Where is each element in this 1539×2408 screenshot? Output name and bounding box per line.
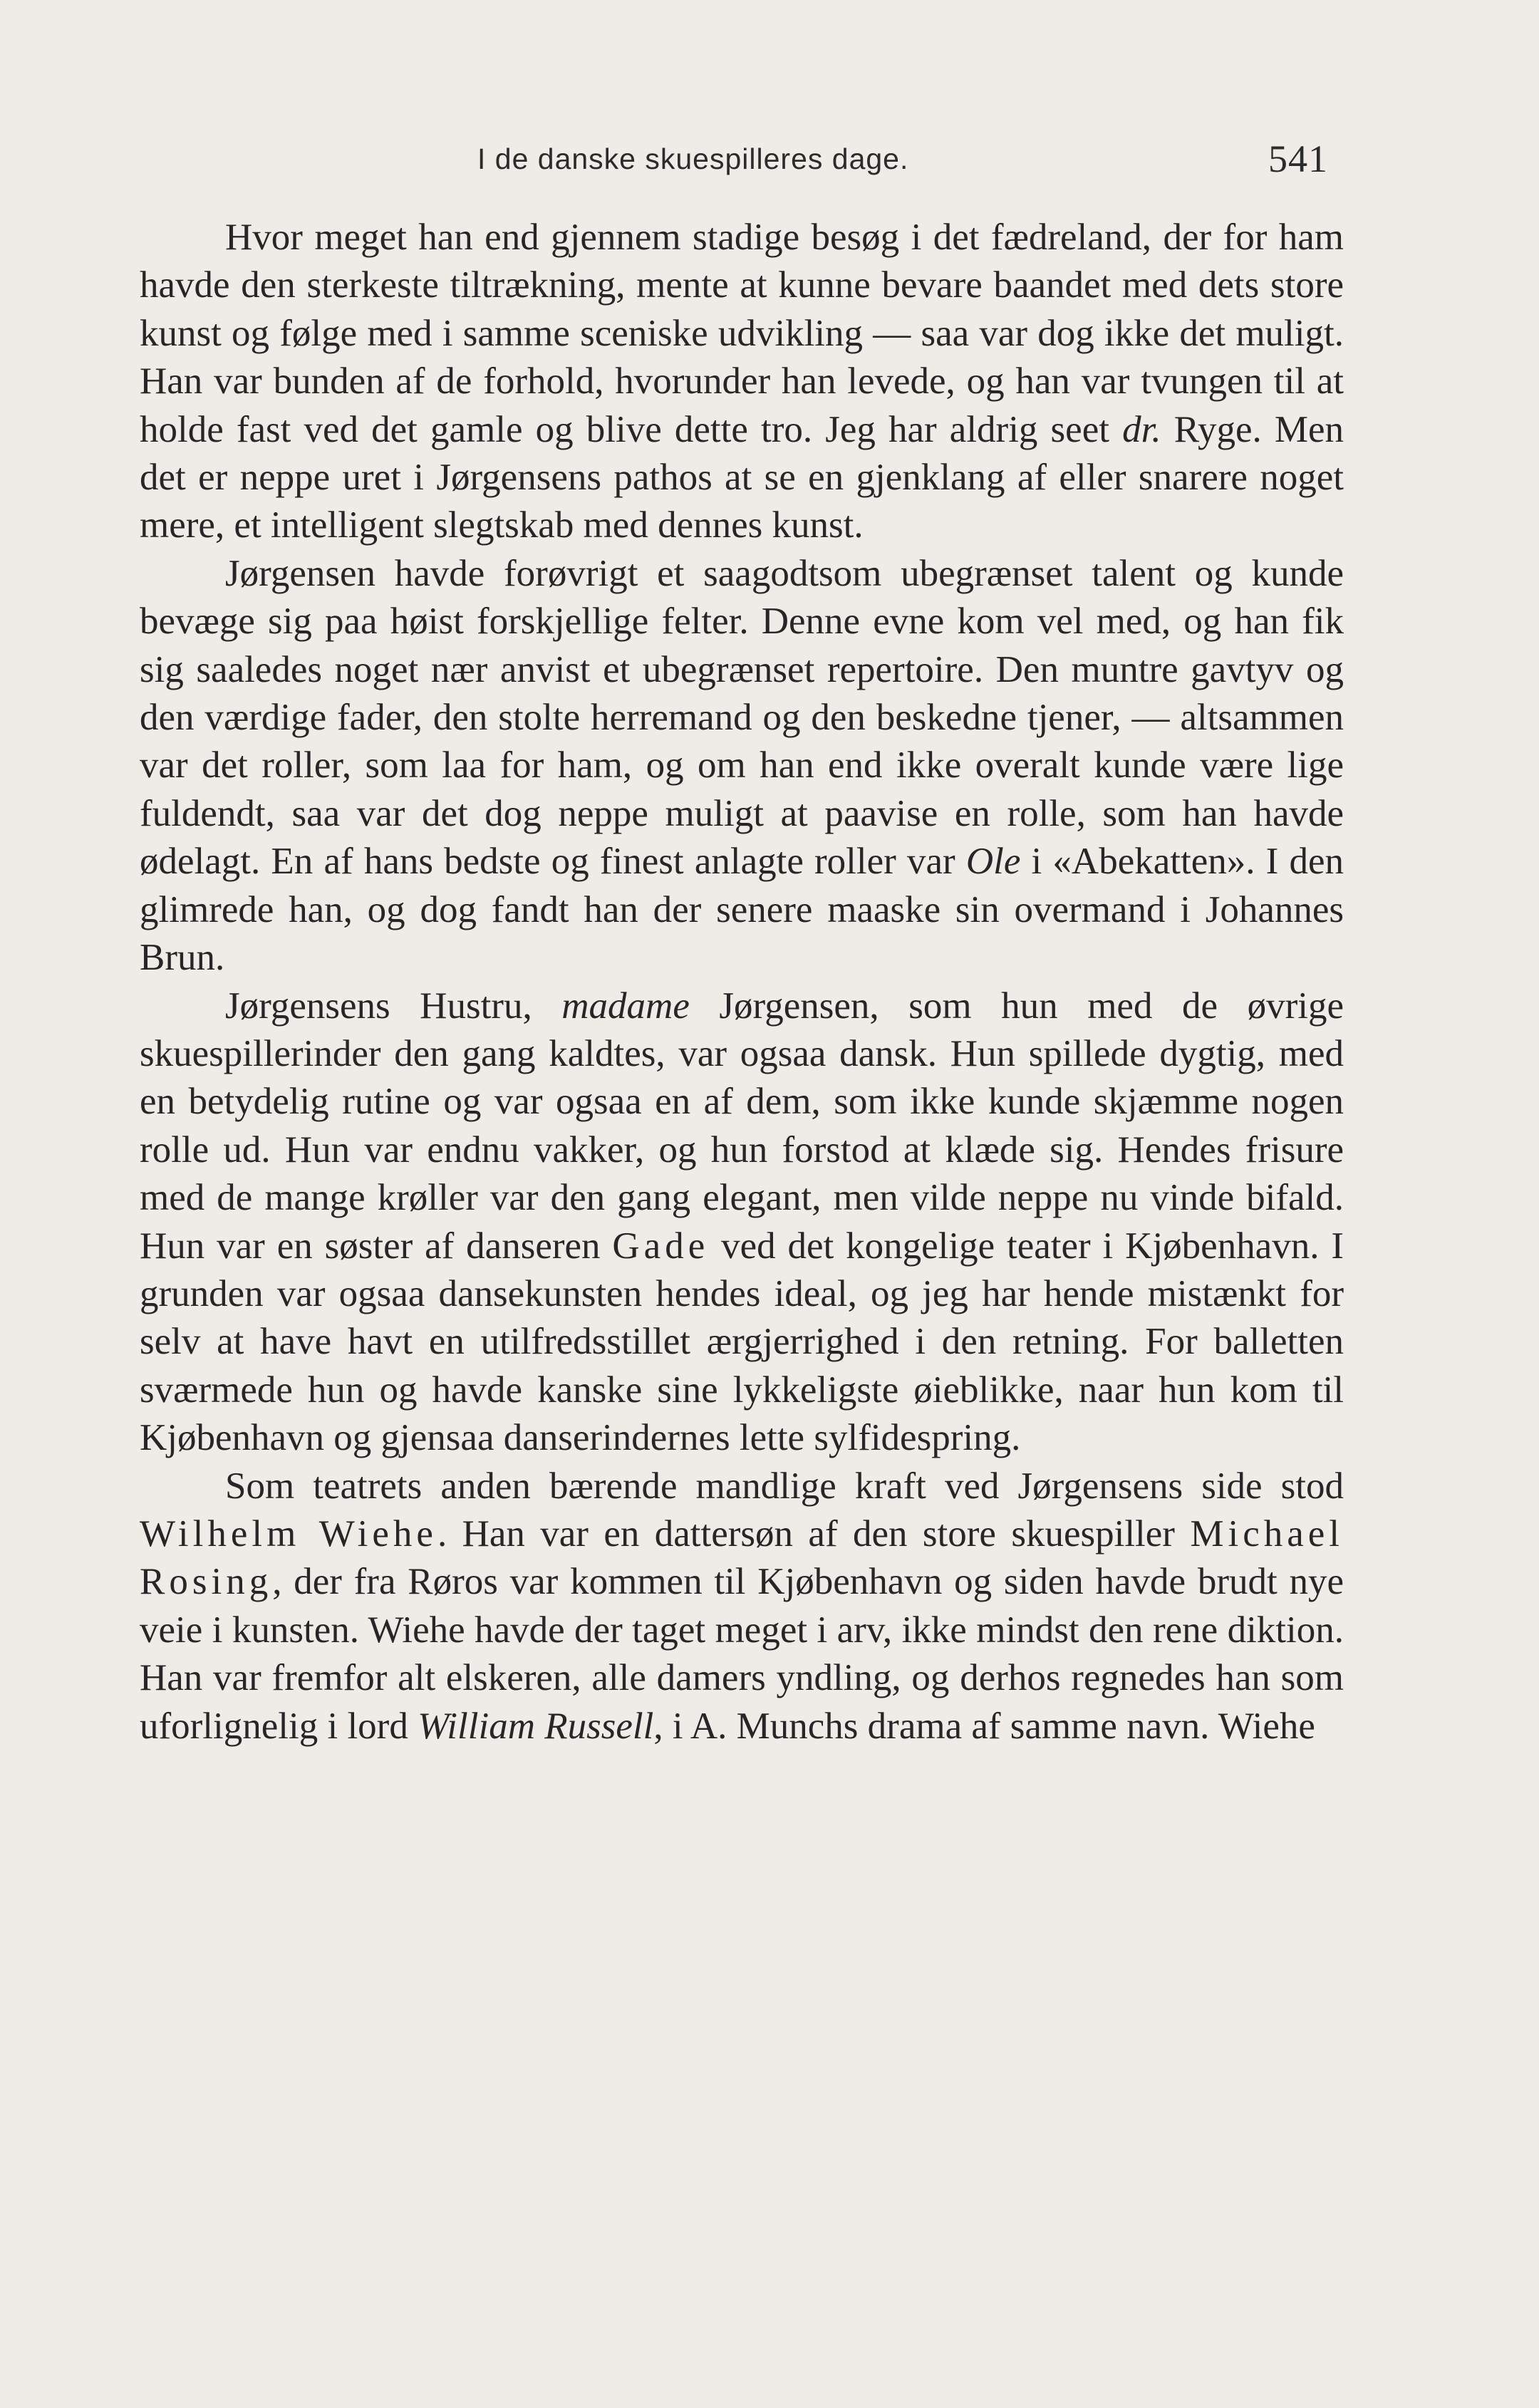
body-text <box>140 214 1344 1750</box>
page-number: 541 <box>1268 137 1328 180</box>
spaced-name: Gade <box>612 1225 710 1267</box>
spaced-name: Michael Rosing <box>140 1512 1344 1603</box>
running-title: I de danske skuespilleres dage. <box>477 142 909 175</box>
running-header <box>477 137 1332 192</box>
paragraph-4 <box>140 1463 1344 1750</box>
text-run: , der fra Røros var kommen til Kjøbenhavn og siden havde brudt nye veie i kunsten. Wiehe havde der taget meget i arv, ikke mindst den rene diktion. Han var fremfor alt elskeren, alle damers yndling, og derhos regnedes han som uforlignelig i lord <box>140 1561 1344 1747</box>
text-run: . Han var en dattersøn af den store skuespiller <box>437 1512 1191 1555</box>
italic-text: Ole <box>965 841 1021 883</box>
text-run: Som teatrets anden bærende mandlige kraft ved Jørgensens side stod <box>225 1465 1344 1507</box>
text-run: Hvor meget han end gjennem stadige besøg i det fædreland, der for ham havde den sterkeste tiltrækning, mente at kunne bevare baandet med dets store kunst og følge med i samme sceniske udvikling — saa var dog ikke det muligt. Han var bunden af de forhold, hvorunder han levede, og han var tvungen til at holde fast ved det gamle og blive dette tro. Jeg har aldrig seet <box>140 217 1344 450</box>
text-run: Jørgensen, som hun med de øvrige skuespillerinder den gang kaldtes, var ogsaa dansk. Hun spillede dygtig, med en betydelig rutine og var ogsaa en af dem, som ikke kunde skjæmme nogen rolle ud. Hun var endnu vakker, og hun forstod at klæde sig. Hendes frisure med de mange krøller var den gang elegant, men vilde neppe nu vinde bifald. Hun var en søster af danseren <box>140 985 1344 1267</box>
italic-text: madame <box>561 985 690 1027</box>
text-run: Jørgensens Hustru, <box>225 985 562 1027</box>
text-run: , i A. Munchs drama af samme navn. Wiehe <box>653 1705 1315 1747</box>
text-run: i «Abekatten». I den glimrede han, og dog fandt han der senere maaske sin overmand i Johannes Brun. <box>140 841 1344 979</box>
text-run: ved det kongelige teater i Kjøbenhavn. I grunden var ogsaa dansekunsten hendes ideal, og jeg har hende mistænkt for selv at have havt en utilfredsstillet ærgjerrighed i den retning. For balletten sværmede hun og havde kanske sine lykkeligste øieblikke, naar hun kom til Kjøbenhavn og gjensaa danserindernes lette sylfidespring. <box>140 1225 1344 1459</box>
paragraph-1 <box>140 214 1344 550</box>
italic-text: William Russell <box>418 1705 654 1747</box>
spaced-name: Wilhelm Wiehe <box>140 1512 437 1555</box>
text-run: Jørgensen havde forøvrigt et saagodtsom ubegrænset talent og kunde bevæge sig paa høist forskjellige felter. Denne evne kom vel med, og han fik sig saaledes noget nær anvist et ubegrænset repertoire. Den muntre gavtyv og den værdige fader, den stolte herremand og den beskedne tjener, — altsammen var det roller, som laa for ham, og om han end ikke overalt kunde være lige fuldendt, saa var det dog neppe muligt at paavise en rolle, som han havde ødelagt. En af hans bedste og finest anlagte roller var <box>140 552 1344 883</box>
paragraph-2 <box>140 550 1344 982</box>
text-run: Ryge. Men det er neppe uret i Jørgensens pathos at se en gjenklang af eller snarere noget mere, et intelligent slegtskab med dennes kunst. <box>140 408 1344 546</box>
italic-text: dr. <box>1122 408 1161 450</box>
paragraph-3 <box>140 982 1344 1463</box>
